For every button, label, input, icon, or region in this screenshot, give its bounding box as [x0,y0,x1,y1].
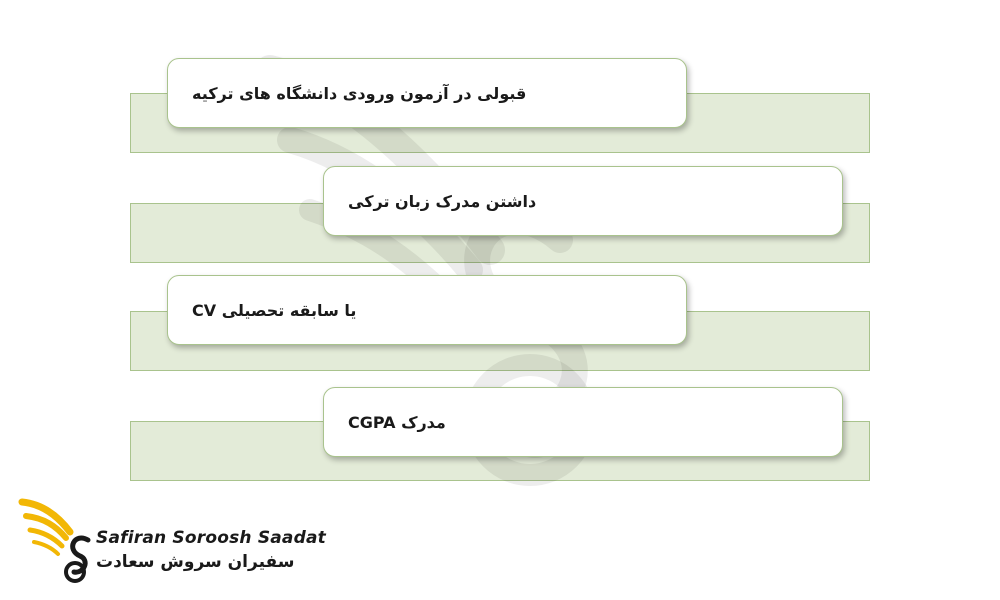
step-label-4: مدرک CGPA [348,412,446,432]
step-card-2 [323,166,843,236]
step-label-3: CV یا سابقه تحصیلی [192,300,357,320]
step-label-1: قبولی در آزمون ورودی دانشگاه های ترکیه [192,83,527,103]
logo-name-en: Safiran Soroosh Saadat [96,528,326,548]
step-card-4 [323,387,843,457]
logo-name-fa: سفیران سروش سعادت [96,552,295,572]
step-card-3 [167,275,687,345]
step-card-1 [167,58,687,128]
brand-logo [18,492,326,587]
step-label-2: داشتن مدرک زبان ترکی [348,191,537,211]
wing-logo-icon [18,492,98,587]
